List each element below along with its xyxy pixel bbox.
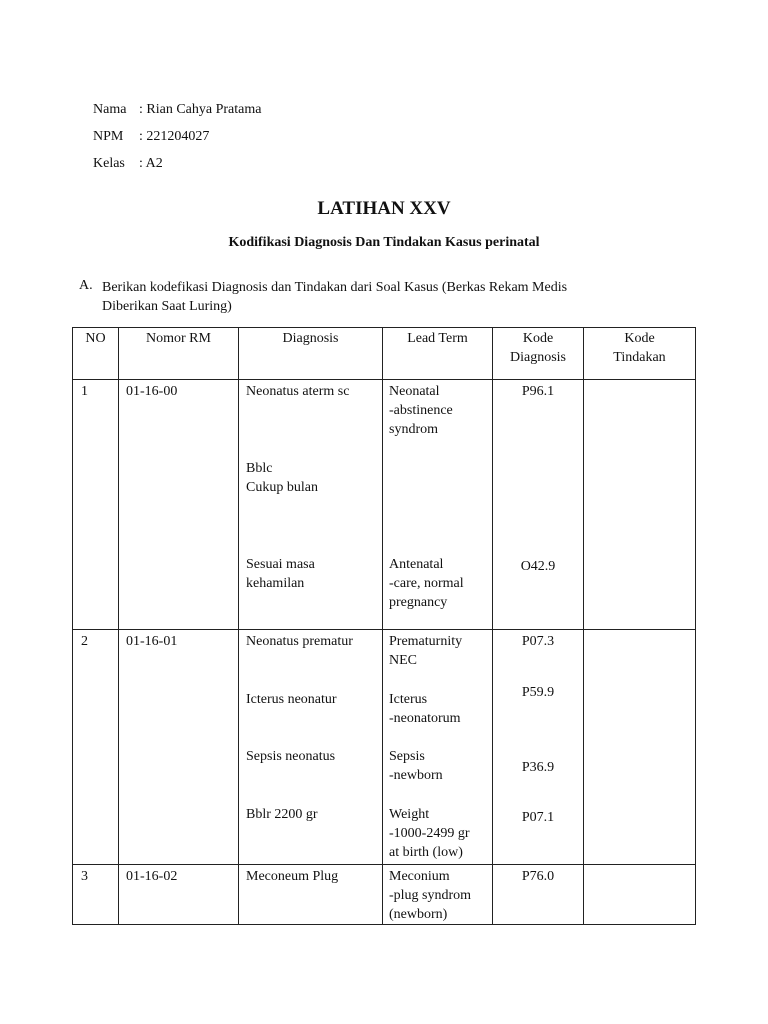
diagnosis-entry: Neonatus aterm sc	[246, 384, 350, 399]
header-kode-diagnosis: Kode Diagnosis	[493, 328, 584, 380]
cell-no: 1	[73, 380, 119, 630]
header-diagnosis: Diagnosis	[239, 328, 383, 380]
cell-diagnosis	[239, 865, 383, 925]
lead-term-entry: -plug syndrom	[389, 888, 472, 903]
instruction-line-1: Berikan kodefikasi Diagnosis dan Tindakan dari Soal Kasus (Berkas Rekam Medis	[102, 280, 568, 295]
diagnosis-entry: Sepsis neonatus	[246, 749, 336, 764]
lead-term-entry: Sepsis	[389, 749, 425, 764]
instruction-marker: A.	[79, 278, 93, 293]
header-no: NO	[73, 328, 119, 380]
lead-term-entry: -1000-2499 gr	[389, 826, 470, 841]
npm-value: : 221204027	[139, 129, 210, 144]
table-row	[73, 630, 696, 865]
lead-term-entry: Weight	[389, 807, 430, 822]
table-row	[73, 380, 696, 630]
npm-label: NPM	[93, 129, 124, 144]
cell-lead-term	[383, 630, 493, 865]
kelas-value: : A2	[139, 156, 163, 171]
lead-term-entry: at birth (low)	[389, 845, 463, 860]
page-title: LATIHAN XXV	[317, 198, 451, 219]
instruction-text	[102, 278, 662, 316]
cell-no: 3	[73, 865, 119, 925]
diagnosis-entry: Sesuai masa	[246, 557, 315, 572]
lead-term-entry: -care, normal	[389, 576, 464, 591]
cell-lead-term	[383, 865, 493, 925]
diagnosis-entry: Meconeum Plug	[246, 869, 339, 884]
kode-diagnosis-entry: P07.1	[521, 810, 555, 825]
diagnosis-entry: Bblc	[246, 461, 273, 476]
lead-term-entry: Meconium	[389, 869, 450, 884]
coding-table	[72, 327, 696, 925]
lead-term-entry: -neonatorum	[389, 711, 461, 726]
page-subtitle: Kodifikasi Diagnosis Dan Tindakan Kasus perinatal	[228, 235, 540, 250]
cell-kode-diagnosis	[493, 380, 584, 630]
diagnosis-entry: Icterus neonatur	[246, 692, 337, 707]
kode-diagnosis-entry: P07.3	[521, 634, 555, 649]
table-row	[73, 865, 696, 925]
lead-term-entry: pregnancy	[389, 595, 448, 610]
nama-label: Nama	[93, 102, 127, 117]
cell-nomor-rm: 01-16-00	[119, 380, 239, 630]
instruction-line-2: Diberikan Saat Luring)	[102, 299, 232, 314]
header-kode-tindakan: Kode Tindakan	[584, 328, 696, 380]
table-header-row	[73, 328, 696, 380]
cell-nomor-rm: 01-16-01	[119, 630, 239, 865]
header-nomor-rm: Nomor RM	[119, 328, 239, 380]
kode-diagnosis-entry: P76.0	[521, 869, 555, 884]
header-lead-term: Lead Term	[383, 328, 493, 380]
cell-diagnosis	[239, 630, 383, 865]
lead-term-entry: -abstinence	[389, 403, 453, 418]
cell-kode-tindakan	[584, 865, 696, 925]
diagnosis-entry: Bblr 2200 gr	[246, 807, 318, 822]
cell-kode-diagnosis	[493, 865, 584, 925]
diagnosis-entry: kehamilan	[246, 576, 305, 591]
lead-term-entry: NEC	[389, 653, 417, 668]
lead-term-entry: Icterus	[389, 692, 428, 707]
cell-kode-diagnosis	[493, 630, 584, 865]
cell-kode-tindakan	[584, 380, 696, 630]
lead-term-entry: (newborn)	[389, 907, 448, 922]
cell-nomor-rm: 01-16-02	[119, 865, 239, 925]
lead-term-entry: Prematurnity	[389, 634, 463, 649]
lead-term-entry: syndrom	[389, 422, 438, 437]
kode-diagnosis-entry: P36.9	[521, 760, 555, 775]
diagnosis-entry: Cukup bulan	[246, 480, 318, 495]
lead-term-entry: -newborn	[389, 768, 443, 783]
cell-lead-term	[383, 380, 493, 630]
kelas-label: Kelas	[93, 156, 125, 171]
kode-diagnosis-entry: O42.9	[520, 559, 556, 574]
cell-diagnosis	[239, 380, 383, 630]
cell-kode-tindakan	[584, 630, 696, 865]
diagnosis-entry: Neonatus prematur	[246, 634, 353, 649]
nama-value: : Rian Cahya Pratama	[139, 102, 262, 117]
kode-diagnosis-entry: P59.9	[521, 685, 555, 700]
lead-term-entry: Antenatal	[389, 557, 444, 572]
kode-diagnosis-entry: P96.1	[521, 384, 555, 399]
cell-no: 2	[73, 630, 119, 865]
lead-term-entry: Neonatal	[389, 384, 440, 399]
